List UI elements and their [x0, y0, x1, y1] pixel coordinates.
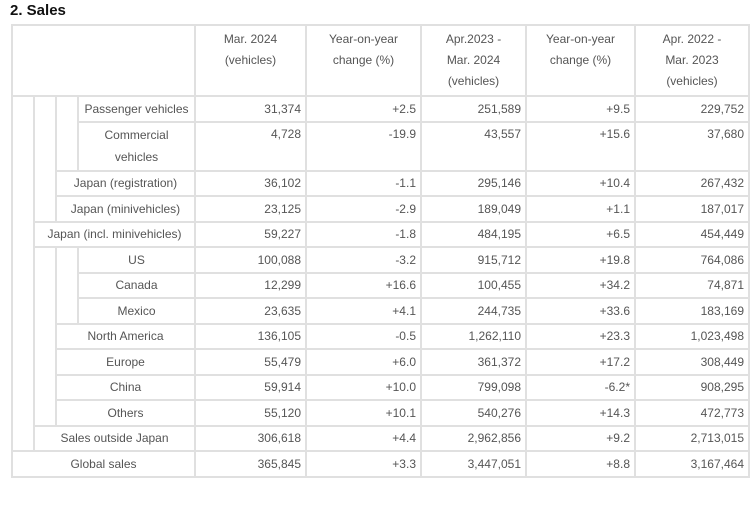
row-label: US	[78, 247, 195, 273]
row-label: Others	[56, 400, 195, 426]
column-header-line: Mar. 2023	[665, 53, 719, 67]
value-cell: 74,871	[635, 273, 749, 299]
value-cell: +23.3	[526, 324, 635, 350]
value-cell: 59,227	[195, 222, 306, 248]
table-row	[12, 324, 749, 350]
value-cell: -6.2*	[526, 375, 635, 401]
value-cell: +2.5	[306, 96, 421, 122]
table-row	[12, 247, 749, 273]
column-header-line: (vehicles)	[224, 53, 277, 67]
group-indent	[56, 96, 78, 171]
row-label: China	[56, 375, 195, 401]
value-cell: +8.8	[526, 451, 635, 477]
value-cell: -2.9	[306, 196, 421, 222]
group-indent	[34, 247, 56, 426]
table-row	[12, 273, 749, 299]
value-cell: 55,120	[195, 400, 306, 426]
sales-table	[11, 24, 750, 478]
value-cell: 36,102	[195, 171, 306, 197]
value-cell: +4.4	[306, 426, 421, 452]
value-cell: 59,914	[195, 375, 306, 401]
value-cell: 454,449	[635, 222, 749, 248]
value-cell: 136,105	[195, 324, 306, 350]
table-row	[12, 196, 749, 222]
table-row	[12, 171, 749, 197]
group-indent	[12, 96, 34, 451]
column-header	[421, 25, 526, 96]
row-label: Japan (incl. minivehicles)	[34, 222, 195, 248]
column-header-line: (vehicles)	[666, 74, 718, 88]
row-label: Europe	[56, 349, 195, 375]
table-row	[12, 222, 749, 248]
value-cell: 189,049	[421, 196, 526, 222]
value-cell: +9.5	[526, 96, 635, 122]
table-row	[12, 426, 749, 452]
row-label: Canada	[78, 273, 195, 299]
column-header-line: Apr.2023 -	[445, 32, 502, 46]
value-cell: 472,773	[635, 400, 749, 426]
value-cell: 306,618	[195, 426, 306, 452]
value-cell: -3.2	[306, 247, 421, 273]
value-cell: -19.9	[306, 122, 421, 171]
value-cell: 43,557	[421, 122, 526, 171]
value-cell: 915,712	[421, 247, 526, 273]
value-cell: 229,752	[635, 96, 749, 122]
table-row	[12, 122, 749, 171]
value-cell: 37,680	[635, 122, 749, 171]
value-cell: -0.5	[306, 324, 421, 350]
value-cell: +17.2	[526, 349, 635, 375]
value-cell: 361,372	[421, 349, 526, 375]
table-row	[12, 96, 749, 122]
value-cell: 3,167,464	[635, 451, 749, 477]
group-indent	[56, 247, 78, 324]
table-row	[12, 375, 749, 401]
value-cell: 540,276	[421, 400, 526, 426]
row-label: Passenger vehicles	[78, 96, 195, 122]
value-cell: 55,479	[195, 349, 306, 375]
table-row	[12, 451, 749, 477]
header-row	[12, 25, 749, 96]
column-header-line: change (%)	[549, 53, 612, 67]
value-cell: 908,295	[635, 375, 749, 401]
value-cell: +15.6	[526, 122, 635, 171]
value-cell: +1.1	[526, 196, 635, 222]
value-cell: 365,845	[195, 451, 306, 477]
column-header-line: Mar. 2024	[446, 53, 501, 67]
value-cell: +14.3	[526, 400, 635, 426]
column-header-line: change (%)	[332, 53, 395, 67]
section-title: 2. Sales	[10, 2, 66, 19]
value-cell: -1.1	[306, 171, 421, 197]
row-label: North America	[56, 324, 195, 350]
value-cell: 2,962,856	[421, 426, 526, 452]
row-label: Mexico	[78, 298, 195, 324]
value-cell: 187,017	[635, 196, 749, 222]
header-corner	[12, 25, 195, 96]
value-cell: +19.8	[526, 247, 635, 273]
value-cell: 267,432	[635, 171, 749, 197]
value-cell: 12,299	[195, 273, 306, 299]
value-cell: 1,023,498	[635, 324, 749, 350]
value-cell: +33.6	[526, 298, 635, 324]
row-label: Japan (registration)	[56, 171, 195, 197]
value-cell: +9.2	[526, 426, 635, 452]
value-cell: +10.1	[306, 400, 421, 426]
column-header	[526, 25, 635, 96]
column-header-line: Year-on-year	[329, 32, 398, 46]
column-header-line: Mar. 2024	[223, 32, 278, 46]
column-header-line: Apr. 2022 -	[662, 32, 722, 46]
row-label: Sales outside Japan	[34, 426, 195, 452]
column-header-line: Year-on-year	[546, 32, 615, 46]
value-cell: +6.5	[526, 222, 635, 248]
value-cell: 23,635	[195, 298, 306, 324]
value-cell: 251,589	[421, 96, 526, 122]
value-cell: +6.0	[306, 349, 421, 375]
value-cell: 100,088	[195, 247, 306, 273]
row-label: Japan (minivehicles)	[56, 196, 195, 222]
value-cell: 4,728	[195, 122, 306, 171]
value-cell: +34.2	[526, 273, 635, 299]
value-cell: 183,169	[635, 298, 749, 324]
value-cell: 295,146	[421, 171, 526, 197]
table-row	[12, 298, 749, 324]
value-cell: 1,262,110	[421, 324, 526, 350]
row-label: Global sales	[12, 451, 195, 477]
row-label: Commercial vehicles	[78, 122, 195, 171]
value-cell: 484,195	[421, 222, 526, 248]
column-header	[306, 25, 421, 96]
value-cell: 100,455	[421, 273, 526, 299]
value-cell: 308,449	[635, 349, 749, 375]
column-header	[195, 25, 306, 96]
table-row	[12, 349, 749, 375]
value-cell: 31,374	[195, 96, 306, 122]
column-header-line: (vehicles)	[447, 74, 500, 88]
value-cell: +16.6	[306, 273, 421, 299]
group-indent	[34, 96, 56, 222]
value-cell: 764,086	[635, 247, 749, 273]
value-cell: 244,735	[421, 298, 526, 324]
value-cell: 3,447,051	[421, 451, 526, 477]
column-header	[635, 25, 749, 96]
value-cell: 799,098	[421, 375, 526, 401]
value-cell: 2,713,015	[635, 426, 749, 452]
value-cell: +3.3	[306, 451, 421, 477]
value-cell: 23,125	[195, 196, 306, 222]
table-row	[12, 400, 749, 426]
value-cell: -1.8	[306, 222, 421, 248]
value-cell: +10.4	[526, 171, 635, 197]
value-cell: +4.1	[306, 298, 421, 324]
value-cell: +10.0	[306, 375, 421, 401]
